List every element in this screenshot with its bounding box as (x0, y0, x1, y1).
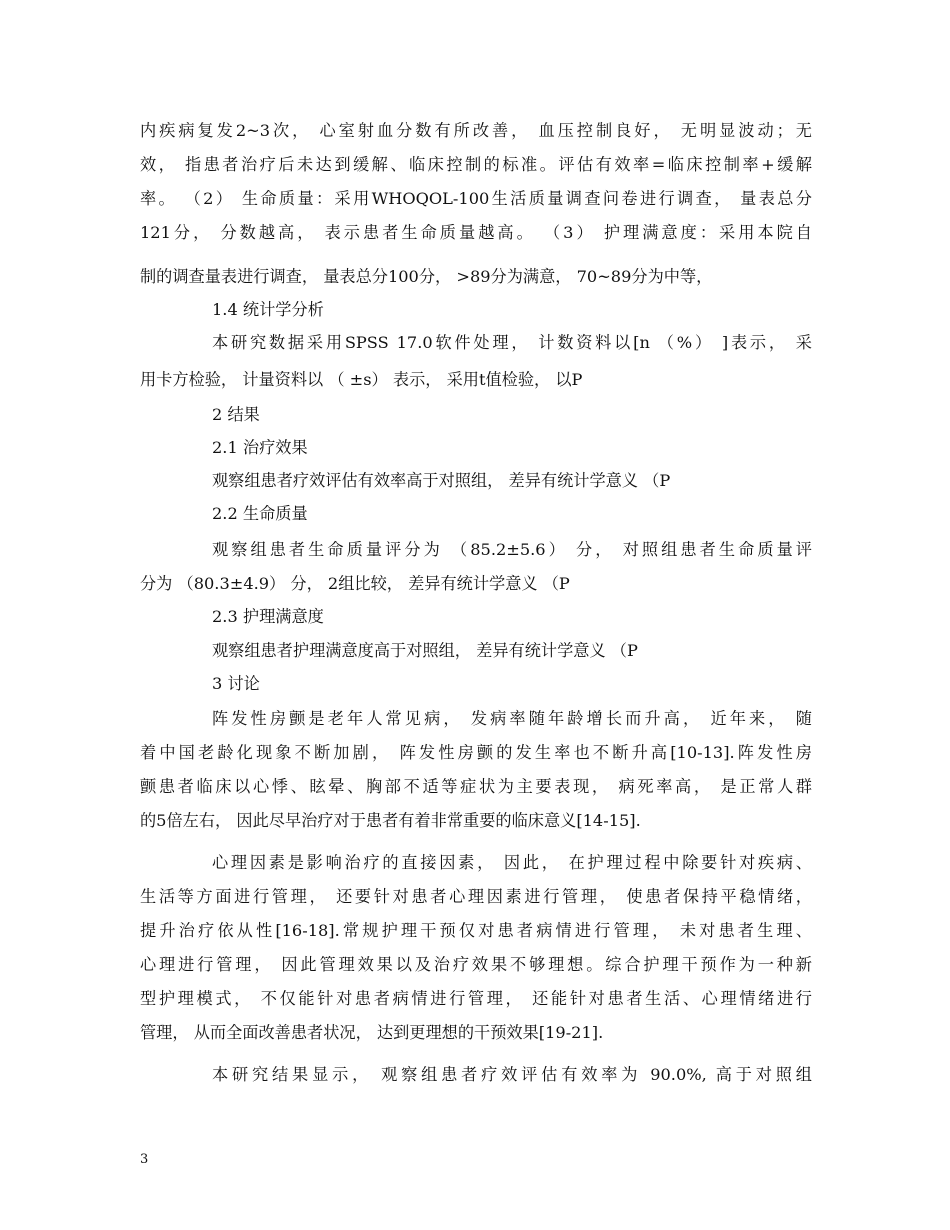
section-heading: 3 讨论 (212, 674, 260, 693)
text-line: 管理， 从而全面改善患者状况， 达到更理想的干预效果[19-21]. (140, 1023, 604, 1042)
text-line: 效， 指患者治疗后未达到缓解、临床控制的标准。评估有效率=临床控制率+缓解 (140, 155, 812, 174)
text-line: 121分， 分数越高， 表示患者生命质量越高。 （3） 护理满意度：采用本院自 (140, 223, 812, 242)
text-line: 观察组患者生命质量评分为 （85.2±5.6） 分， 对照组患者生命质量评 (212, 540, 812, 559)
text-line: 型护理模式， 不仅能针对患者病情进行管理， 还能针对患者生活、心理情绪进行 (140, 989, 812, 1008)
text-line: 提升治疗依从性[16-18].常规护理干预仅对患者病情进行管理， 未对患者生理、 (140, 921, 812, 940)
text-line: 分为 （80.3±4.9） 分， 2组比较， 差异有统计学意义 （P (140, 574, 570, 593)
text-line: 阵发性房颤是老年人常见病， 发病率随年龄增长而升高， 近年来， 随 (212, 709, 812, 728)
text-line: 着中国老龄化现象不断加剧， 阵发性房颤的发生率也不断升高[10-13].阵发性房 (140, 743, 812, 762)
text-line: 观察组患者疗效评估有效率高于对照组， 差异有统计学意义 （P (212, 471, 671, 490)
page-number: 3 (140, 1152, 149, 1167)
text-line: 心理进行管理， 因此管理效果以及治疗效果不够理想。综合护理干预作为一种新 (140, 955, 812, 974)
text-line: 观察组患者护理满意度高于对照组， 差异有统计学意义 （P (212, 641, 638, 660)
text-line: 生活等方面进行管理， 还要针对患者心理因素进行管理， 使患者保持平稳情绪， (140, 887, 812, 906)
text-line: 的5倍左右， 因此尽早治疗对于患者有着非常重要的临床意义[14-15]. (140, 811, 641, 830)
section-heading: 2.1 治疗效果 (212, 438, 308, 457)
text-line: 本研究结果显示， 观察组患者疗效评估有效率为 90.0%, 高于对照组 (212, 1065, 812, 1084)
text-line: 心理因素是影响治疗的直接因素， 因此， 在护理过程中除要针对疾病、 (212, 853, 812, 872)
text-line: 制的调查量表进行调查， 量表总分100分， >89分为满意， 70~89分为中等， (140, 267, 713, 286)
section-heading: 2.2 生命质量 (212, 504, 308, 523)
text-line: 用卡方检验， 计量资料以 （ ±s） 表示， 采用t值检验， 以P (140, 370, 583, 389)
text-line: 本研究数据采用SPSS 17.0软件处理， 计数资料以[n （%） ]表示， 采 (212, 333, 812, 352)
section-heading: 1.4 统计学分析 (212, 300, 324, 319)
text-line: 内疾病复发2~3次， 心室射血分数有所改善， 血压控制良好， 无明显波动；无 (140, 121, 812, 140)
text-line: 颤患者临床以心悸、眩晕、胸部不适等症状为主要表现， 病死率高， 是正常人群 (140, 777, 812, 796)
text-line: 率。 （2） 生命质量：采用WHOQOL-100生活质量调查问卷进行调查， 量表总分 (140, 189, 812, 208)
section-heading: 2.3 护理满意度 (212, 607, 324, 626)
section-heading: 2 结果 (212, 405, 260, 424)
